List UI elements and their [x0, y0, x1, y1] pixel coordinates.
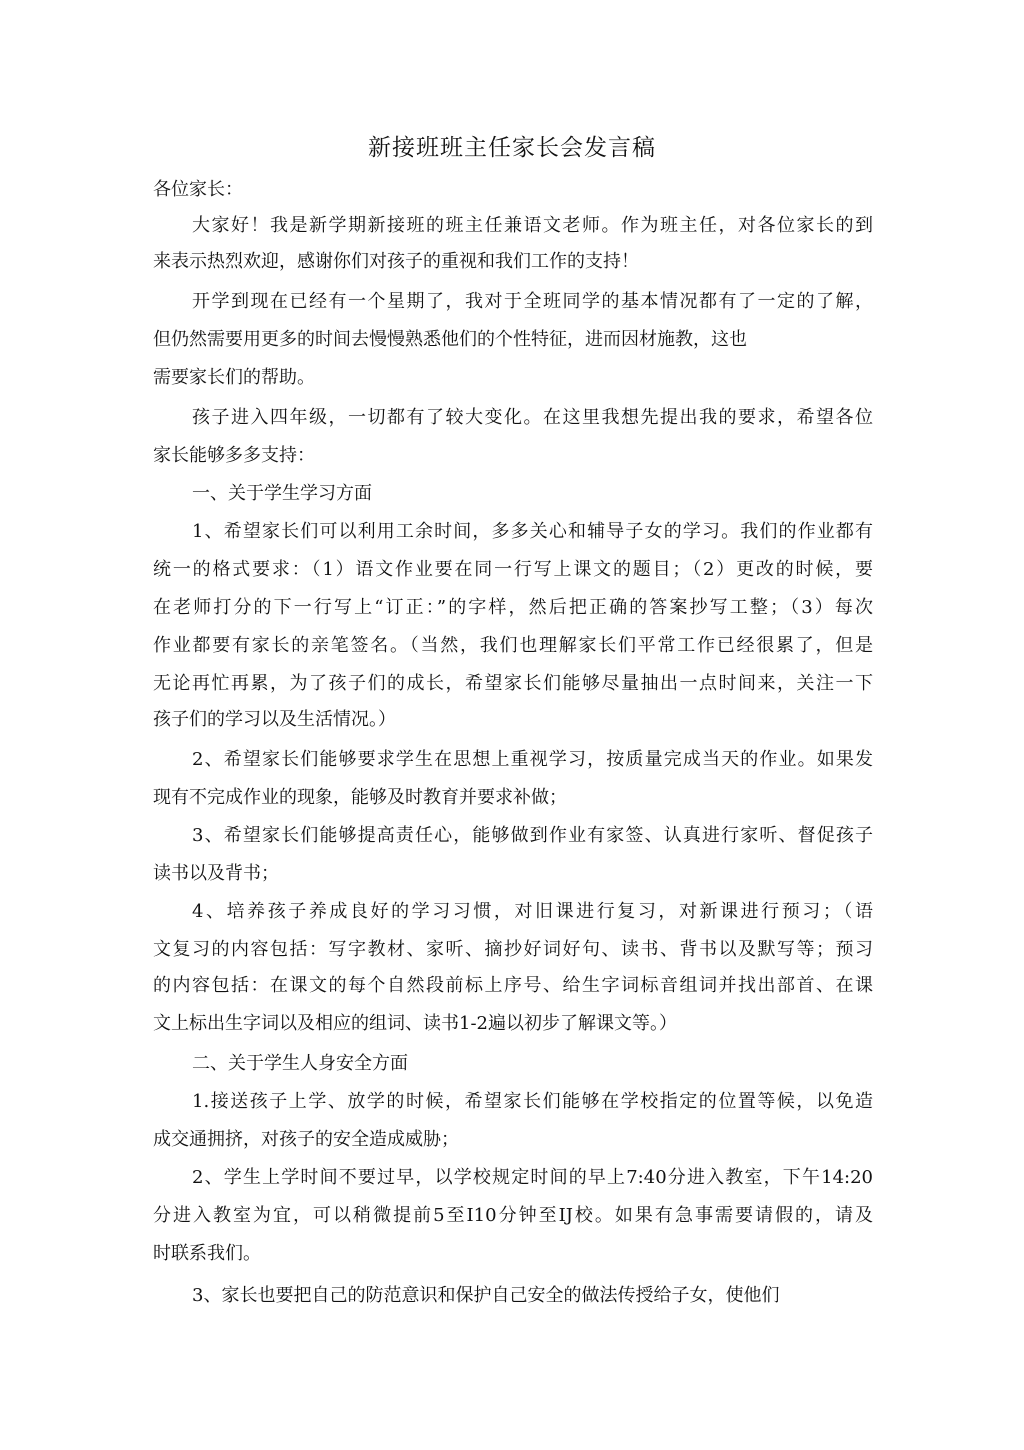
section-heading-study: 一、关于学生学习方面	[192, 483, 372, 504]
paragraph-line: 文复习的内容包括：写字教材、家听、摘抄好词好句、读书、背书以及默写等；预习	[153, 939, 873, 960]
paragraph-line: 现有不完成作业的现象，能够及时教育并要求补做；	[153, 787, 567, 808]
paragraph-line: 成交通拥挤，对孩子的安全造成威胁；	[153, 1129, 459, 1150]
paragraph-line: 来表示热烈欢迎，感谢你们对孩子的重视和我们工作的支持！	[153, 251, 639, 272]
paragraph-line: 无论再忙再累，为了孩子们的成长，希望家长们能够尽量抽出一点时间来，关注一下	[153, 673, 873, 694]
section-heading-safety: 二、关于学生人身安全方面	[192, 1053, 408, 1074]
paragraph-line: 文上标出生字词以及相应的组词、读书1-2遍以初步了解课文等。）	[153, 1013, 677, 1034]
paragraph-line: 统一的格式要求：（1）语文作业要在同一行写上课文的题目；（2）更改的时候，要	[153, 559, 873, 580]
paragraph-line: 1.接送孩子上学、放学的时候，希望家长们能够在学校指定的位置等候，以免造	[192, 1091, 873, 1112]
paragraph-line: 2、希望家长们能够要求学生在思想上重视学习，按质量完成当天的作业。如果发	[192, 749, 873, 770]
paragraph-line: 分进入教室为宜，可以稍微提前5至I10分钟至IJ校。如果有急事需要请假的，请及	[153, 1205, 873, 1226]
paragraph-line: 读书以及背书；	[153, 863, 279, 884]
paragraph-line: 家长能够多多支持：	[153, 445, 315, 466]
paragraph-line-salutation: 各位家长：	[153, 179, 243, 200]
paragraph-line: 在老师打分的下一行写上“订正：”的字样，然后把正确的答案抄写工整；（3）每次	[153, 597, 873, 618]
paragraph-line: 2、学生上学时间不要过早，以学校规定时间的早上7:40分进入教室，下午14:20	[192, 1167, 873, 1188]
paragraph-line: 3、家长也要把自己的防范意识和保护自己安全的做法传授给子女，使他们	[192, 1285, 780, 1306]
paragraph-line: 孩子进入四年级，一切都有了较大变化。在这里我想先提出我的要求，希望各位	[192, 407, 873, 428]
paragraph-line: 时联系我们。	[153, 1243, 261, 1264]
paragraph-line: 4、培养孩子养成良好的学习习惯，对旧课进行复习，对新课进行预习；（语	[192, 901, 873, 922]
paragraph-line: 孩子们的学习以及生活情况。）	[153, 709, 396, 730]
document-title: 新接班班主任家长会发言稿	[368, 135, 656, 161]
paragraph-line: 作业都要有家长的亲笔签名。（当然，我们也理解家长们平常工作已经很累了，但是	[153, 635, 873, 656]
paragraph-line: 3、希望家长们能够提高责任心，能够做到作业有家签、认真进行家听、督促孩子	[192, 825, 873, 846]
paragraph-line: 需要家长们的帮助。	[153, 367, 315, 388]
paragraph-line: 的内容包括：在课文的每个自然段前标上序号、给生字词标音组词并找出部首、在课	[153, 975, 873, 996]
paragraph-line: 大家好！我是新学期新接班的班主任兼语文老师。作为班主任，对各位家长的到	[192, 215, 873, 236]
paragraph-line: 1、希望家长们可以利用工余时间，多多关心和辅导子女的学习。我们的作业都有	[192, 521, 873, 542]
paragraph-line: 但仍然需要用更多的时间去慢慢熟悉他们的个性特征，进而因材施教，这也	[153, 329, 747, 350]
paragraph-line: 开学到现在已经有一个星期了，我对于全班同学的基本情况都有了一定的了解，	[192, 291, 873, 312]
